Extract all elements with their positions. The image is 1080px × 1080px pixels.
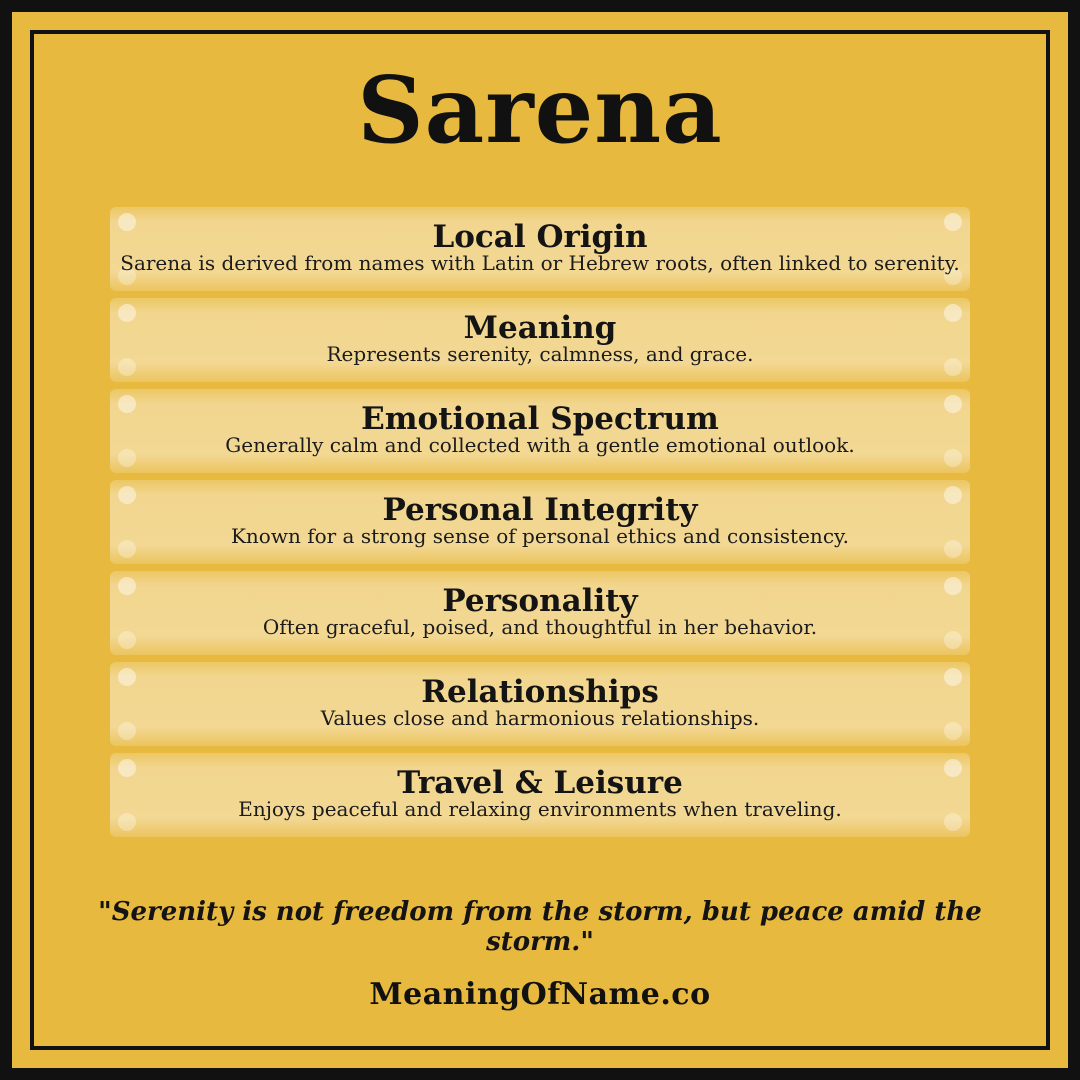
page-title: Sarena	[357, 56, 723, 164]
card-corner-dot-bottom-right-icon	[944, 449, 962, 467]
section-card-personality	[110, 571, 970, 655]
section-description: Often graceful, poised, and thoughtful in her behavior.	[262, 615, 818, 640]
card-corner-dot-bottom-left-icon	[118, 449, 136, 467]
section-card-relationships	[110, 662, 970, 746]
section-description: Known for a strong sense of personal ethics and consistency.	[230, 524, 850, 549]
footer	[34, 897, 1046, 1012]
quote-text: "Serenity is not freedom from the storm, but peace amid the storm."	[98, 897, 982, 957]
section-title: Meaning	[463, 310, 617, 347]
card-corner-dot-bottom-left-icon	[118, 631, 136, 649]
brand-name: MeaningOfName.co	[369, 977, 711, 1012]
card-corner-dot-bottom-left-icon	[118, 540, 136, 558]
card-corner-dot-bottom-right-icon	[944, 722, 962, 740]
section-title: Personality	[442, 583, 638, 620]
card-corner-dot-bottom-right-icon	[944, 631, 962, 649]
section-title: Relationships	[421, 674, 659, 711]
section-card-travel-and-leisure	[110, 753, 970, 837]
section-card-meaning	[110, 298, 970, 382]
section-description: Values close and harmonious relationships.	[320, 706, 760, 731]
inner-frame	[30, 30, 1050, 1050]
card-corner-dot-bottom-left-icon	[118, 358, 136, 376]
section-card-list	[110, 207, 970, 844]
section-title: Emotional Spectrum	[361, 401, 719, 438]
section-card-personal-integrity	[110, 480, 970, 564]
card-corner-dot-bottom-right-icon	[944, 358, 962, 376]
card-corner-dot-bottom-left-icon	[118, 813, 136, 831]
section-card-local-origin	[110, 207, 970, 291]
section-card-emotional-spectrum	[110, 389, 970, 473]
section-description: Sarena is derived from names with Latin or Hebrew roots, often linked to serenity.	[120, 251, 960, 276]
card-corner-dot-bottom-left-icon	[118, 722, 136, 740]
section-title: Personal Integrity	[382, 492, 698, 529]
section-title: Local Origin	[432, 219, 648, 256]
card-corner-dot-bottom-right-icon	[944, 540, 962, 558]
section-description: Represents serenity, calmness, and grace.	[326, 342, 754, 367]
card-corner-dot-bottom-right-icon	[944, 813, 962, 831]
section-title: Travel & Leisure	[397, 765, 683, 802]
section-description: Generally calm and collected with a gentle emotional outlook.	[225, 433, 855, 458]
section-description: Enjoys peaceful and relaxing environments when traveling.	[238, 797, 842, 822]
